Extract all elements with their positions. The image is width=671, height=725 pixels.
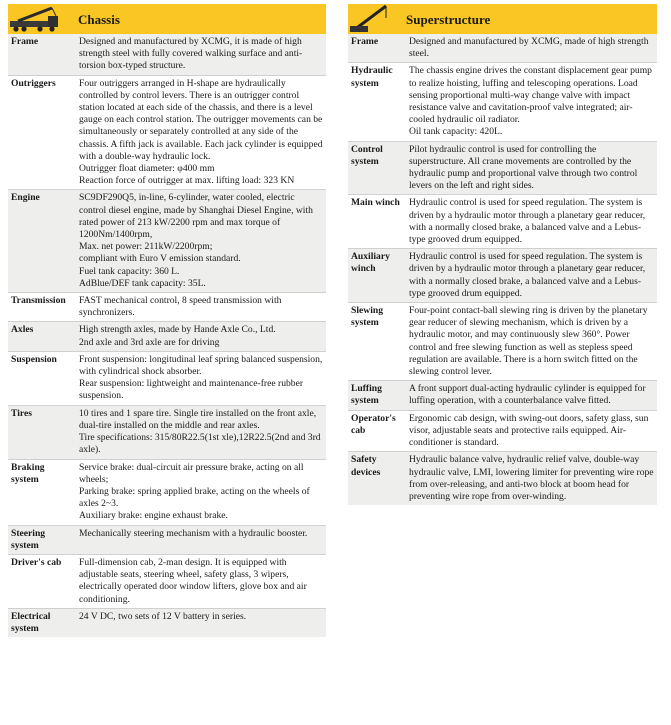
spec-label: Braking system (8, 459, 76, 525)
spec-description (76, 554, 326, 608)
spec-label: Electrical system (8, 608, 76, 637)
spec-label: Auxiliary winch (348, 249, 406, 303)
spec-text-line: Designed and manufactured by XCMG, it is made of high strength steel with fully covered walking surface and anti-torsion box-typed structure. (79, 36, 303, 72)
spec-text-line: FAST mechanical control, 8 speed transmission with synchronizers. (79, 295, 282, 319)
superstructure-header (348, 4, 657, 34)
spec-label: Main winch (348, 195, 406, 249)
spec-description (406, 381, 657, 410)
spec-text-line: compliant with Euro V emission standard. (79, 253, 241, 265)
spec-label: Transmission (8, 293, 76, 322)
spec-row-transmission (8, 293, 326, 322)
spec-label: Luffing system (348, 381, 406, 410)
superstructure-title: Superstructure (406, 12, 491, 27)
spec-text-line: Service brake: dual-circuit air pressure brake, acting on all wheels; (79, 461, 304, 485)
spec-row-tires (8, 405, 326, 459)
spec-text-line: Reaction force of outrigger at max. lifting load: 323 KN (79, 175, 295, 187)
spec-label: Engine (8, 190, 76, 293)
spec-text-line: High strength axles, made by Hande Axle Co., Ltd. (79, 324, 276, 336)
spec-row-slewing-system (348, 303, 657, 381)
spec-text-line: Hydraulic control is used for speed regulation. The system is driven by a hydraulic motor through a planetary gear reducer, with a normally closed brake, a balanced valve and a Lebus-type grooved drum equipped. (409, 251, 646, 299)
spec-description (76, 459, 326, 525)
spec-text-line: Hydraulic control is used for speed regulation. The system is driven by a hydraulic motor through a planetary gear reducer, with a normally closed brake, a balanced valve and a Lebus-type grooved drum equipped. (409, 197, 646, 246)
spec-label: Axles (8, 322, 76, 351)
spec-text-line: Four-point contact-ball slewing ring is driven by the planetary gear reducer of slewing mechanism, which is driven by a hydraulic motor, and may continuously slew 360°. Power control and free slewing function as well as stepless speed regulation are available. There is a horn switch fitted on the slewing control lever. (409, 305, 648, 378)
spec-description (76, 608, 326, 637)
spec-label: Frame (8, 34, 76, 75)
spec-text-line: Hydraulic balance valve, hydraulic relief valve, double-way hydraulic valve, LMI, lowering limiter for preventing wire rope from over-releasing, and anti-two block at boom head for preventing wire rope from over-winding. (409, 454, 654, 502)
spec-text-line: Max. net power: 211kW/2200rpm; (79, 241, 213, 253)
chassis-spec-table (8, 34, 326, 637)
spec-row-frame (8, 34, 326, 75)
spec-label: Slewing system (348, 303, 406, 381)
spec-description (406, 303, 657, 381)
spec-text-line: Outrigger float diameter: φ400 mm (79, 163, 215, 175)
spec-text-line: 10 tires and 1 spare tire. Single tire installed on the front axle, dual-tire installed on the middle and rear axles. (79, 407, 317, 431)
spec-text-line: Full-dimension cab, 2-man design. It is equipped with adjustable seats, steering wheel, safety glass, 3 wipers, electrically operated door window lifters, glove box and air conditioning. (79, 556, 307, 605)
spec-row-control-system (348, 141, 657, 195)
spec-text-line: Parking brake: spring applied brake, acting on the wheels of axles 2~3. (79, 485, 310, 510)
spec-row-auxiliary-winch (348, 249, 657, 303)
spec-description (76, 405, 326, 459)
spec-text-line: Designed and manufactured by XCMG, made of high strength steel. (409, 36, 649, 60)
spec-label: Frame (348, 34, 406, 63)
spec-text-line: Fuel tank capacity: 360 L. (79, 265, 180, 277)
spec-text-line: Mechanically steering mechanism with a hydraulic booster. (79, 527, 308, 539)
spec-text-line: Pilot hydraulic control is used for controlling the superstructure. All crane movements are controlled by the hydraulic pump and proportional valve through two control levers on the left and right sides. (409, 143, 638, 192)
spec-description (406, 195, 657, 249)
spec-description (76, 34, 326, 75)
spec-description (76, 322, 326, 351)
spec-text-line: Four outriggers arranged in H-shape are hydraulically controlled by control levers. There is an outrigger control station located at each side of the chassis, and there is a level gauge on each control station. The outrigger movements can be simultaneously or separately controlled at any side of the chassis. A fifth jack is available. Each jack cylinder is equipped with a double-way hydraulic lock. (79, 77, 323, 162)
superstructure-spec-table (348, 34, 657, 505)
spec-description (76, 190, 326, 293)
spec-text-line: Rear suspension: lightweight and maintenance-free rubber suspension. (79, 378, 304, 402)
spec-label: Steering system (8, 525, 76, 554)
spec-text-line: A front support dual-acting hydraulic cylinder is equipped for luffing operation, with a counterbalance valve fitted. (409, 383, 646, 407)
spec-description (76, 351, 326, 405)
spec-text-line: 24 V DC, two sets of 12 V battery in series. (79, 610, 247, 622)
spec-description (406, 249, 657, 303)
spec-row-engine (8, 190, 326, 293)
spec-row-steering-system (8, 525, 326, 554)
spec-row-electrical-system (8, 608, 326, 637)
spec-label: Suspension (8, 351, 76, 405)
chassis-panel (8, 4, 326, 637)
chassis-title: Chassis (78, 12, 120, 27)
spec-description (406, 34, 657, 63)
spec-row-driver-s-cab (8, 554, 326, 608)
spec-label: Control system (348, 141, 406, 195)
spec-text-line: Auxiliary brake: engine exhaust brake. (79, 510, 228, 522)
crane-chassis-icon (8, 4, 70, 34)
spec-label: Driver's cab (8, 554, 76, 608)
spec-row-hydraulic-system (348, 63, 657, 141)
spec-row-safety-devices (348, 452, 657, 505)
spec-text-line: Ergonomic cab design, with swing-out doors, safety glass, sun visor, adjustable seats and protective rails equipped. Air-conditioner is standard. (409, 412, 649, 449)
spec-text-line: AdBlue/DEF tank capacity: 35L. (79, 277, 206, 289)
spec-label: Outriggers (8, 75, 76, 190)
spec-row-main-winch (348, 195, 657, 249)
superstructure-panel (348, 4, 657, 505)
spec-row-braking-system (8, 459, 326, 525)
spec-label: Operator's cab (348, 410, 406, 452)
spec-description (76, 525, 326, 554)
spec-description (76, 293, 326, 322)
spec-text-line: Tire specifications: 315/80R22.5(1st xle),12R22.5(2nd and 3rd axle). (79, 432, 321, 456)
spec-description (406, 141, 657, 195)
spec-description (406, 63, 657, 141)
spec-description (406, 452, 657, 505)
spec-label: Tires (8, 405, 76, 459)
crane-boom-icon (348, 4, 400, 34)
spec-text-line: Oil tank capacity: 420L. (409, 126, 503, 138)
spec-text-line: 2nd axle and 3rd axle are for driving (79, 336, 220, 348)
chassis-header (8, 4, 326, 34)
spec-row-operator-s-cab (348, 410, 657, 452)
spec-row-frame (348, 34, 657, 63)
spec-label: Hydraulic system (348, 63, 406, 141)
spec-text-line: The chassis engine drives the constant displacement gear pump to realize hoisting, luffing and telescoping operations. Load sensing proportional multi-way change valve with impact resistance valve and cavitation-proof valve integrated; air-cooled hydraulic oil radiator. (409, 65, 652, 126)
spec-row-outriggers (8, 75, 326, 190)
spec-text-line: SC9DF290Q5, in-line, 6-cylinder, water cooled, electric control diesel engine, made by Shanghai Diesel Engine, with rated power of 213 kW/2200 rpm and max torque of 1200Nm/1400rpm, (79, 192, 313, 241)
spec-row-axles (8, 322, 326, 351)
spec-row-luffing-system (348, 381, 657, 410)
spec-description (406, 410, 657, 452)
spec-row-suspension (8, 351, 326, 405)
spec-description (76, 75, 326, 190)
spec-text-line: Front suspension: longitudinal leaf spring balanced suspension, with cylindrical shock absorber. (79, 353, 323, 378)
spec-label: Safety devices (348, 452, 406, 505)
